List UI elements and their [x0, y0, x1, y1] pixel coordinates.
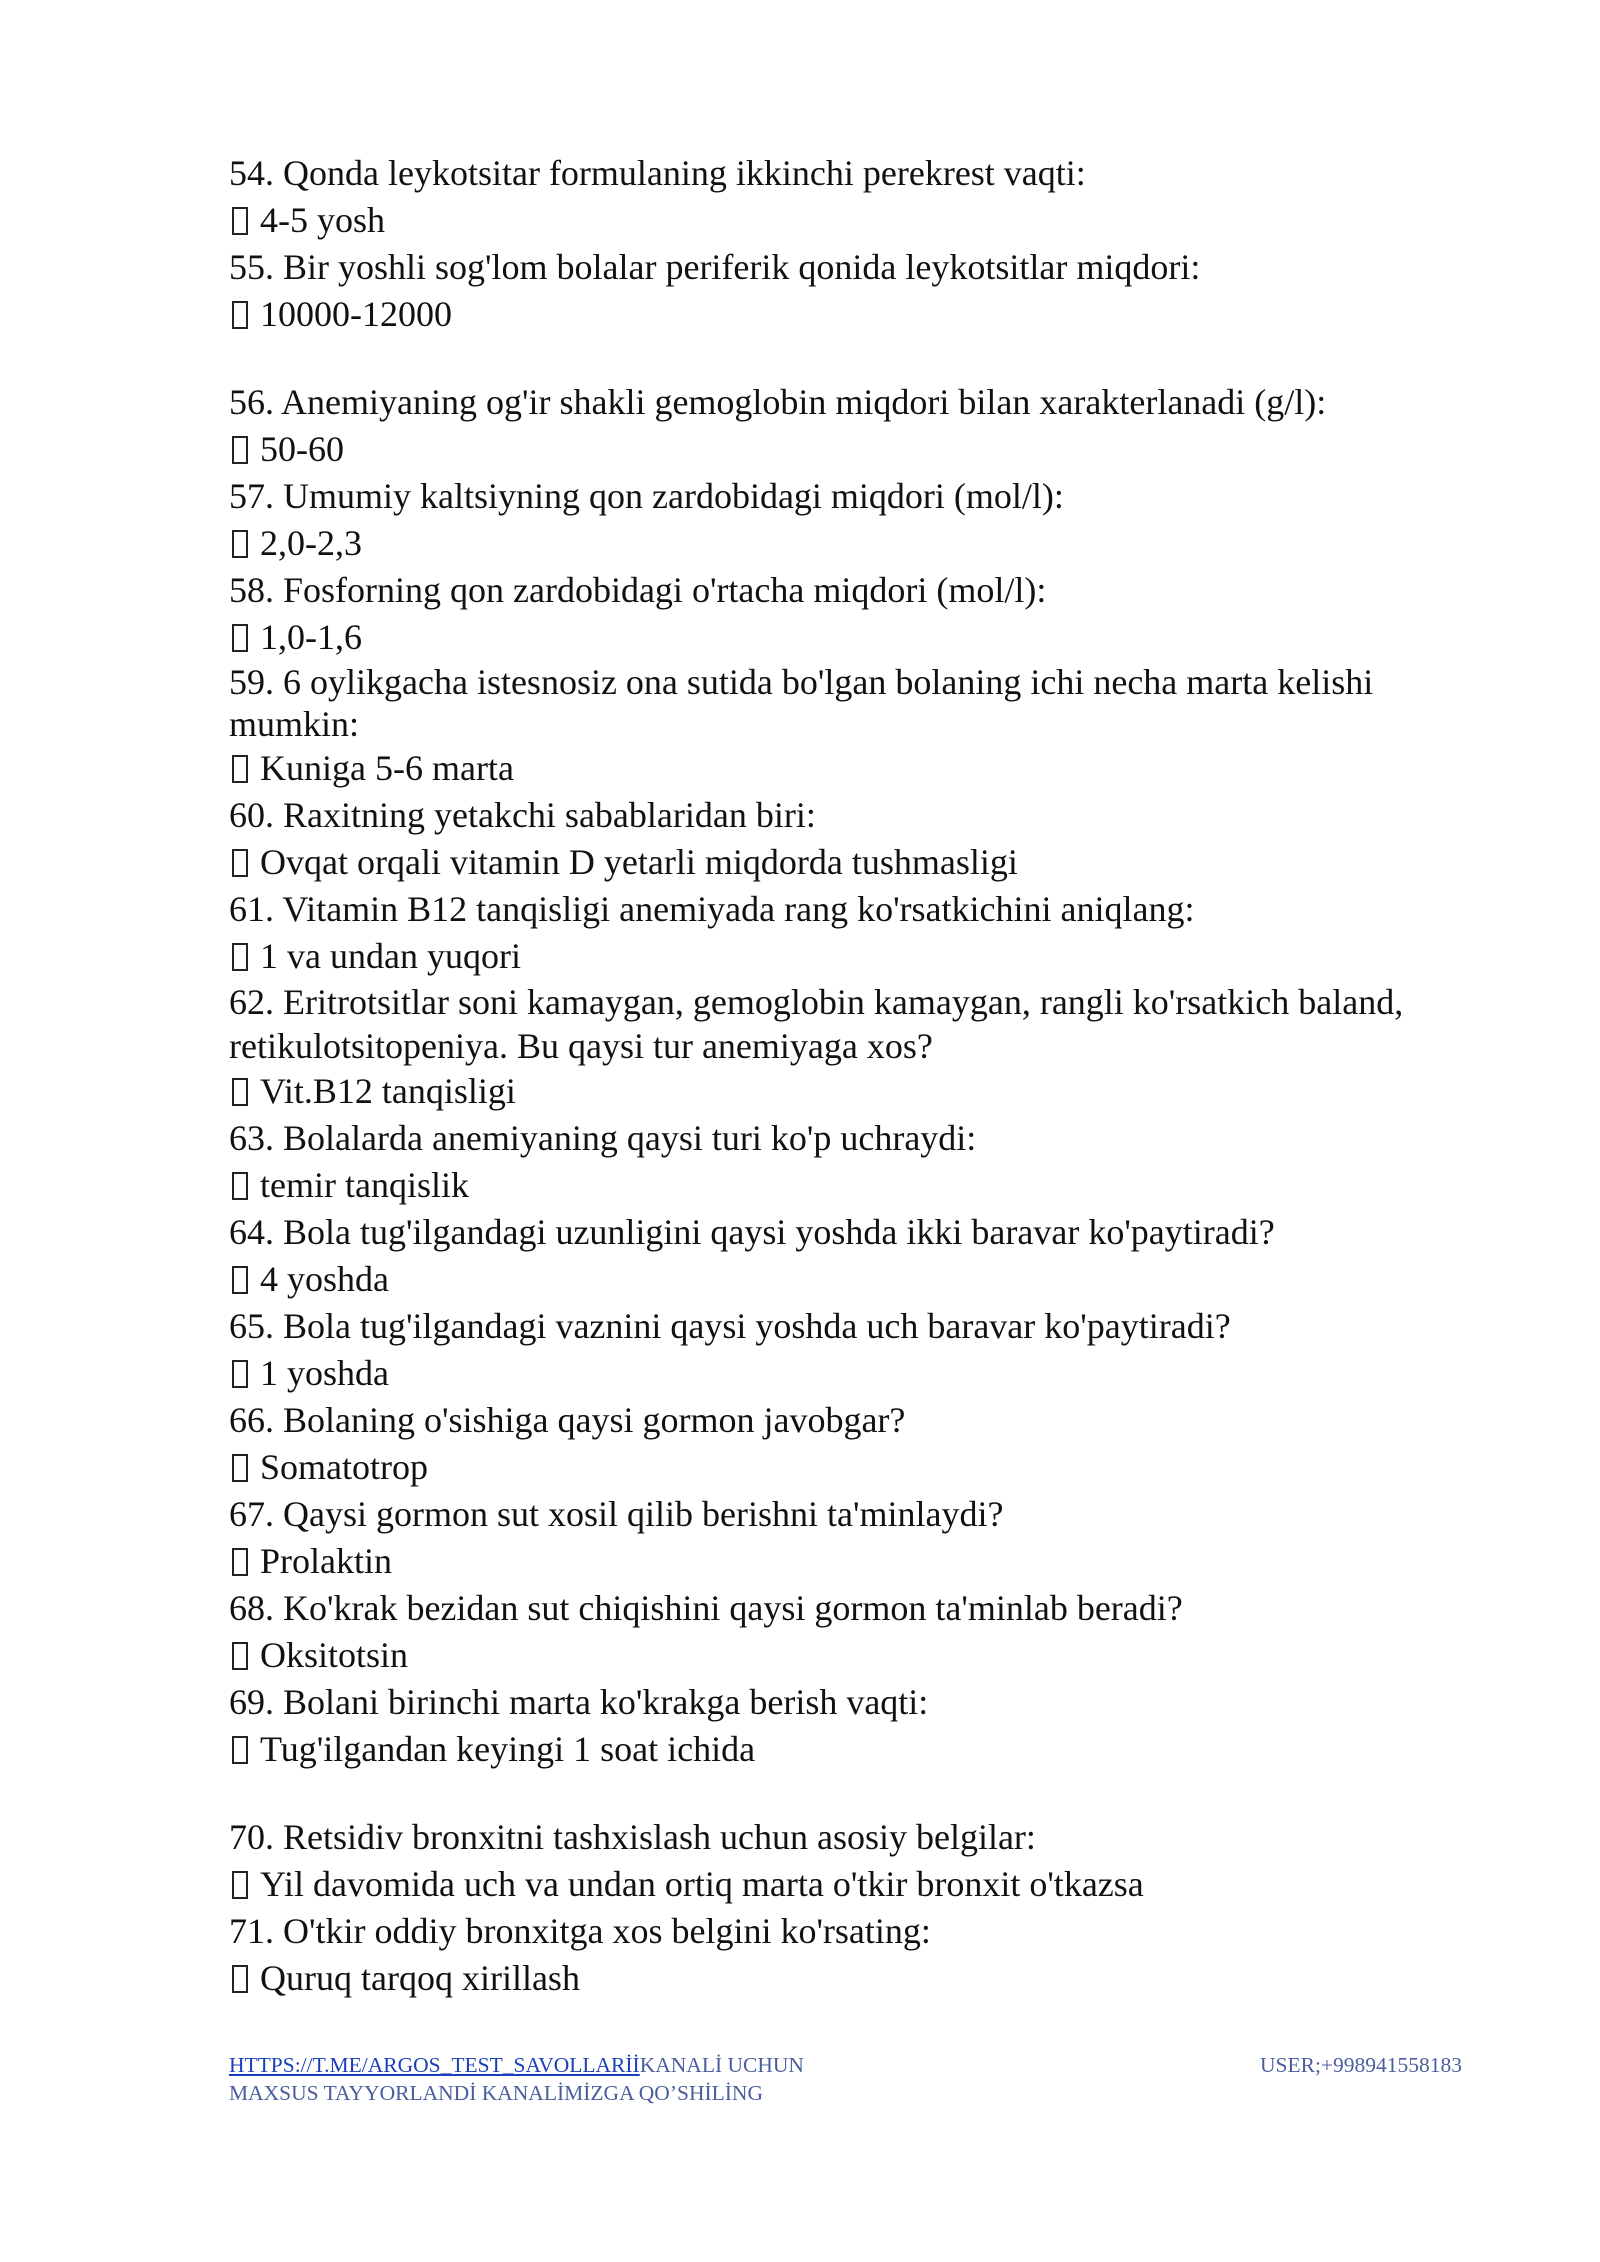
checkbox-icon	[232, 755, 248, 783]
question-68: 68. Ko'krak bezidan sut chiqishini qaysi gormon ta'minlab beradi?	[229, 1588, 1183, 1628]
answer-text: 4 yoshda	[260, 1259, 389, 1299]
question-64: 64. Bola tug'ilgandagi uzunligini qaysi yoshda ikki baravar ko'paytiradi?	[229, 1212, 1275, 1252]
answer-62	[229, 1068, 1489, 1115]
question-61: 61. Vitamin B12 tanqisligi anemiyada rang ko'rsatkichini aniqlang:	[229, 889, 1195, 929]
checkbox-icon	[232, 301, 248, 329]
question-63: 63. Bolalarda anemiyaning qaysi turi ko'p uchraydi:	[229, 1118, 977, 1158]
answer-text: 10000-12000	[260, 294, 452, 334]
checkbox-icon	[232, 207, 248, 235]
answer-text: Prolaktin	[260, 1541, 392, 1581]
answer-text: 50-60	[260, 429, 344, 469]
answer-59	[229, 745, 1489, 792]
answer-66	[229, 1444, 1489, 1491]
checkbox-icon	[232, 1454, 248, 1482]
answer-60	[229, 839, 1489, 886]
answer-text: 2,0-2,3	[260, 523, 362, 563]
checkbox-icon	[232, 943, 248, 971]
question-71: 71. O'tkir oddiy bronxitga xos belgini ko'rsating:	[229, 1911, 931, 1951]
answer-text: Somatotrop	[260, 1447, 428, 1487]
answer-text: Tug'ilgandan keyingi 1 soat ichida	[260, 1729, 756, 1769]
checkbox-icon	[232, 1736, 248, 1764]
question-67: 67. Qaysi gormon sut xosil qilib berishni ta'minlaydi?	[229, 1494, 1004, 1534]
checkbox-icon	[232, 436, 248, 464]
answer-61	[229, 933, 1489, 980]
checkbox-icon	[232, 624, 248, 652]
answer-text: 4-5 yosh	[260, 200, 385, 240]
answer-text: 1 yoshda	[260, 1353, 389, 1393]
answer-70	[229, 1861, 1489, 1908]
answer-71	[229, 1955, 1489, 2002]
question-55: 55. Bir yoshli sog'lom bolalar periferik qonida leykotsitlar miqdori:	[229, 247, 1201, 287]
paragraph-gap	[229, 1773, 1489, 1814]
checkbox-icon	[232, 1078, 248, 1106]
answer-text: Kuniga 5-6 marta	[260, 748, 514, 788]
question-70: 70. Retsidiv bronxitni tashxislash uchun asosiy belgilar:	[229, 1817, 1036, 1857]
checkbox-icon	[232, 1360, 248, 1388]
answer-55	[229, 291, 1489, 338]
paragraph-gap	[229, 338, 1489, 379]
question-58: 58. Fosforning qon zardobidagi o'rtacha miqdori (mol/l):	[229, 570, 1047, 610]
answer-text: temir tanqislik	[260, 1165, 469, 1205]
answer-54	[229, 197, 1489, 244]
answer-text: Ovqat orqali vitamin D yetarli miqdorda tushmasligi	[260, 842, 1018, 882]
answer-57	[229, 520, 1489, 567]
checkbox-icon	[232, 1548, 248, 1576]
telegram-channel-link[interactable]: HTTPS://T.ME/ARGOS_TEST_SAVOLLARİİ	[229, 2053, 640, 2077]
checkbox-icon	[232, 530, 248, 558]
answer-text: 1,0-1,6	[260, 617, 362, 657]
footer-channel-note	[229, 2051, 849, 2107]
answer-text: Yil davomida uch va undan ortiq marta o'tkir bronxit o'tkazsa	[260, 1864, 1144, 1904]
answer-text: Quruq tarqoq xirillash	[260, 1958, 580, 1998]
question-54: 54. Qonda leykotsitar formulaning ikkinchi perekrest vaqti:	[229, 153, 1086, 193]
answer-58	[229, 614, 1489, 661]
footer-user-contact: USER;+998941558183	[1260, 2053, 1463, 2077]
answer-text: Oksitotsin	[260, 1635, 409, 1675]
checkbox-icon	[232, 1871, 248, 1899]
document-body	[229, 150, 1489, 2002]
answer-67	[229, 1538, 1489, 1585]
answer-65	[229, 1350, 1489, 1397]
answer-69	[229, 1726, 1489, 1773]
answer-68	[229, 1632, 1489, 1679]
question-56: 56. Anemiyaning og'ir shakli gemoglobin miqdori bilan xarakterlanadi (g/l):	[229, 382, 1327, 422]
checkbox-icon	[232, 1965, 248, 1993]
question-66: 66. Bolaning o'sishiga qaysi gormon javobgar?	[229, 1400, 906, 1440]
question-57: 57. Umumiy kaltsiyning qon zardobidagi miqdori (mol/l):	[229, 476, 1064, 516]
answer-text: 1 va undan yuqori	[260, 936, 521, 976]
checkbox-icon	[232, 1642, 248, 1670]
question-69: 69. Bolani birinchi marta ko'krakga berish vaqti:	[229, 1682, 929, 1722]
question-62: 62. Eritrotsitlar soni kamaygan, gemoglobin kamaygan, rangli ko'rsatkich baland, retikulotsitopeniya. Bu qaysi tur anemiyaga xos?	[229, 982, 1404, 1066]
question-59: 59. 6 oylikgacha istesnosiz ona sutida bo'lgan bolaning ichi necha marta kelishi mumkin:	[229, 662, 1374, 744]
question-60: 60. Raxitning yetakchi sabablaridan biri:	[229, 795, 816, 835]
answer-64	[229, 1256, 1489, 1303]
question-65: 65. Bola tug'ilgandagi vaznini qaysi yoshda uch baravar ko'paytiradi?	[229, 1306, 1231, 1346]
checkbox-icon	[232, 1172, 248, 1200]
answer-text: Vit.B12 tanqisligi	[260, 1071, 516, 1111]
checkbox-icon	[232, 1266, 248, 1294]
answer-56	[229, 426, 1489, 473]
footer-text: KANALİ UCHUN MAXSUS TAYYORLANDİ KANALİMİZGA QO’SHİLİNG	[229, 2053, 804, 2105]
answer-63	[229, 1162, 1489, 1209]
checkbox-icon	[232, 849, 248, 877]
